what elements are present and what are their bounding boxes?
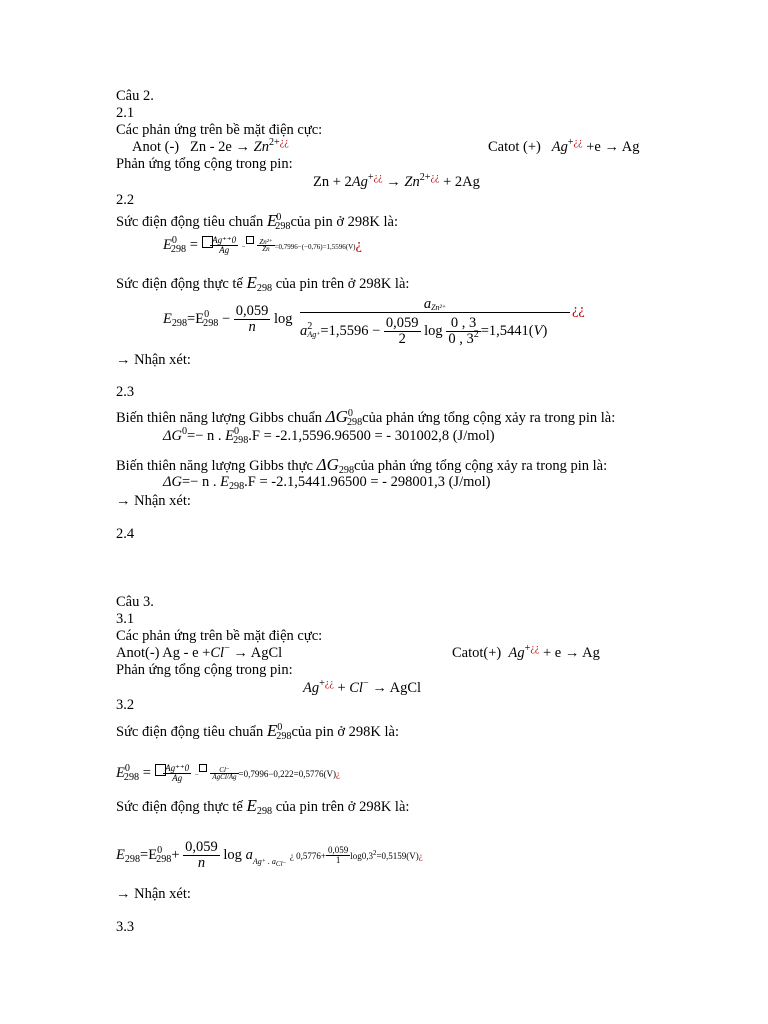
real-emf-heading: Sức điện động thực tế $E_{298}$ của pin trên ở 298K là: bbox=[116, 273, 410, 295]
section-2-1: 2.1 bbox=[116, 105, 135, 121]
overall-reaction-label-3: Phản ứng tổng cộng trong pin: bbox=[116, 662, 293, 678]
std-emf-heading: Sức điện động tiêu chuẩn $E^0_{298}của$ pin ở 298K là: bbox=[116, 211, 399, 233]
question-3-title: Câu 3. bbox=[116, 594, 154, 610]
gibbs-std-equation: $\Delta G^0=- n$ . $E^0_{298}.F = -2.1,5596.96500$ = - 301002,8 (J/mol) bbox=[163, 426, 495, 447]
question-2-title: Câu 2. bbox=[116, 88, 154, 104]
gibbs-real-equation: ΔG=− n . $E_{298}.F = -2.1,5441.96500$ = - 298001,3 (J/mol) bbox=[163, 474, 491, 493]
cathode-reaction: Catot (+) Ag+¿¿ +e → Ag bbox=[488, 137, 640, 155]
remark-3-2: → Nhận xét: bbox=[116, 886, 191, 902]
overall-reaction-3: Ag+¿¿ + Cl− → AgCl bbox=[303, 678, 422, 696]
section-2-4: 2.4 bbox=[116, 526, 135, 542]
section-2-2: 2.2 bbox=[116, 192, 135, 208]
remark-2-3: → Nhận xét: bbox=[116, 493, 191, 509]
anode-reaction-3: Anot(-) Ag - e +Cl− → AgCl bbox=[116, 643, 283, 661]
overall-reaction: $Zn + 2Ag^{+¿¿} \to Zn^{2+¿¿} + 2Ag$ bbox=[313, 172, 480, 190]
placeholder-box-icon bbox=[246, 236, 254, 244]
electrode-reactions-label: Các phản ứng trên bề mặt điện cực: bbox=[116, 122, 323, 138]
anode-reaction: Anot (-) $Zn - 2e \to Zn^{2+¿¿}$ bbox=[132, 137, 289, 155]
std-emf-equation-3: $E^0_{298}$ = $\frac{Ag^{++}0}{Ag}$ − $\frac{Cl^-}{\text{AgCl/Ag}}$ =0,7996−0,222=0,5776(V)¿ bbox=[116, 763, 340, 783]
log-denominator: $a^2_{Ag^+}=1,5596$ − $\frac{0,059}{2}$ log $\frac{0 , 3}{0 , 3^2}$ =1,5441(V) bbox=[300, 315, 548, 347]
section-3-1: 3.1 bbox=[116, 611, 135, 627]
section-2-3: 2.3 bbox=[116, 384, 135, 400]
real-emf-equation: $E_{298}=E^0_{298}$ − $\frac{0,059}{n}$ log bbox=[163, 303, 293, 335]
section-3-2: 3.2 bbox=[116, 697, 135, 713]
real-emf-heading-3: Sức điện động thực tế $E_{298}$ của pin trên ở 298K là: bbox=[116, 796, 410, 818]
gibbs-real-heading: Biến thiên năng lượng Gibbs thực $\Delta G_{298}của$ phản ứng tổng cộng xảy ra trong pin là: bbox=[116, 455, 608, 477]
overall-reaction-label: Phản ứng tổng cộng trong pin: bbox=[116, 156, 293, 172]
section-3-3: 3.3 bbox=[116, 919, 135, 935]
log-numerator: $a_{Zn^{2+}}$ bbox=[300, 296, 570, 313]
gibbs-std-heading: Biến thiên năng lượng Gibbs chuẩn $\Delta G^0_{298}của$ phản ứng tổng cộng xảy ra trong pin là: bbox=[116, 407, 616, 429]
electrode-reactions-label-3: Các phản ứng trên bề mặt điện cực: bbox=[116, 628, 323, 644]
std-emf-equation: $E^0_{298}$ = $\frac{Ag^{++}0}{Ag}$ − $\frac{\text{Zn²⁺}}{Zn}$ =0,7996−(−0,76)=1,5596(V)¿ bbox=[163, 235, 362, 255]
cathode-reaction-3: Catot(+) Ag+¿¿ + e → Ag bbox=[452, 643, 600, 661]
real-emf-equation-3: $E_{298}=E^0_{298}+$ $\frac{0,059}{n}$ $\log a_{Ag^+ . a_{Cl^-}}$ ¿ 0,5776+ $\frac{0,059}{1}$ $\log 0,3^2=0,5159(V)¿$ bbox=[116, 839, 423, 871]
placeholder-box-icon bbox=[199, 764, 207, 772]
trailing-marks: ¿¿ bbox=[572, 302, 585, 318]
std-emf-heading-3: Sức điện động tiêu chuẩn $E^0_{298}của$ pin ở 298K là: bbox=[116, 721, 400, 743]
remark-2-2: → Nhận xét: bbox=[116, 352, 191, 368]
